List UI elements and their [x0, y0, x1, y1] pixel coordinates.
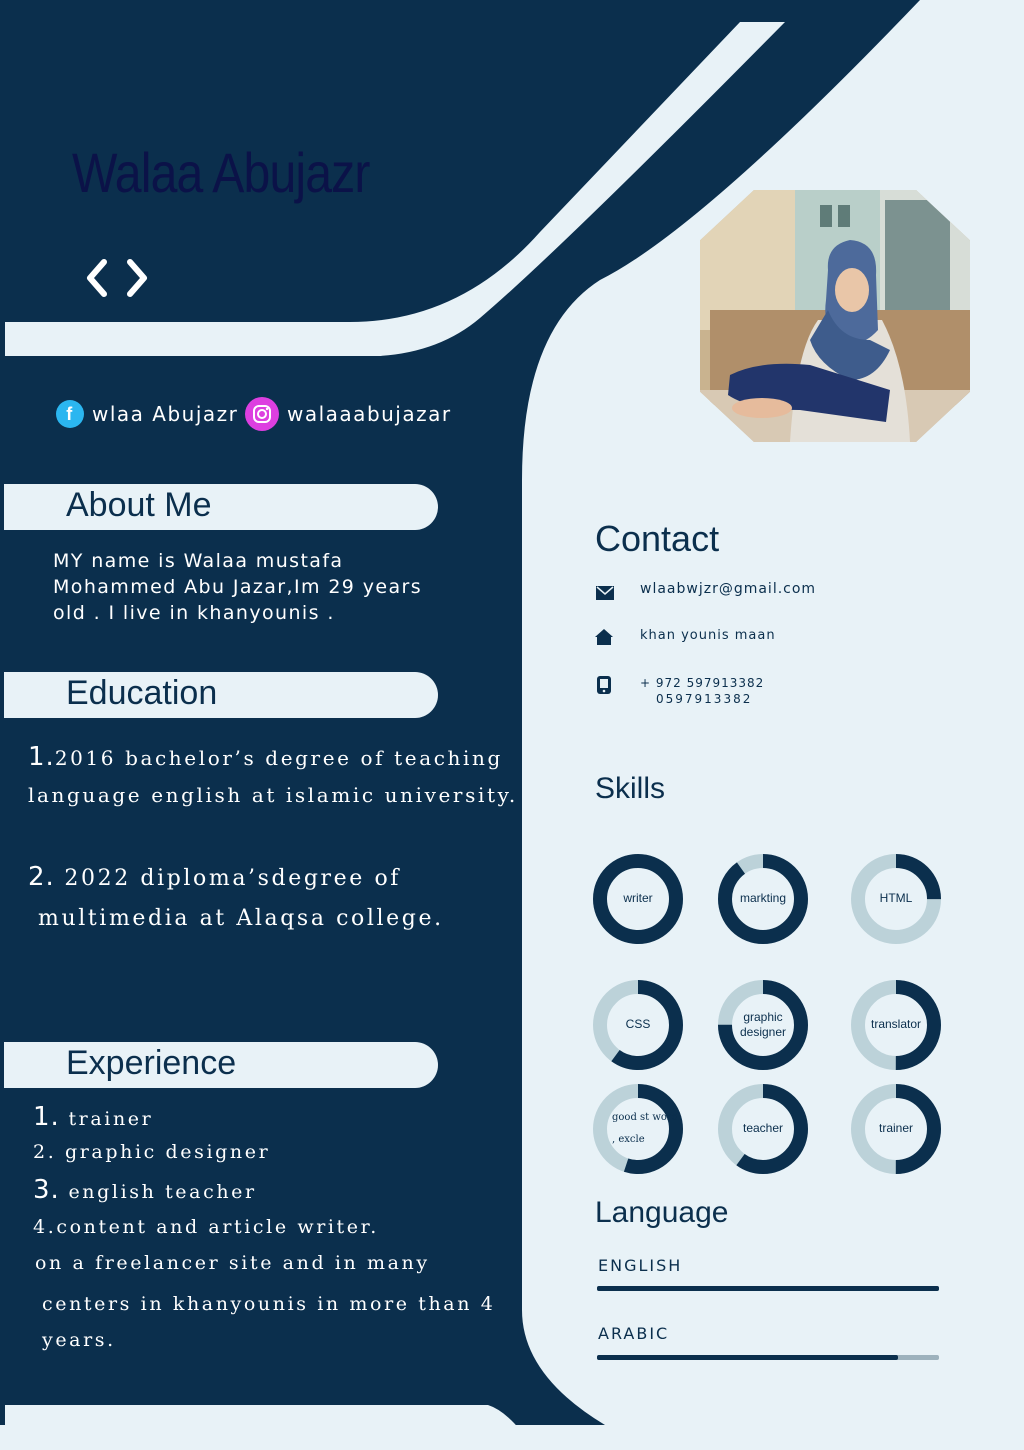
- language-bar-fill: [597, 1286, 939, 1291]
- language-bar-english: [597, 1286, 939, 1291]
- instagram-handle: walaaabujazar: [287, 402, 452, 426]
- profile-photo: [700, 190, 970, 442]
- education-item-2: 2. 2022 diploma’sdegree of: [28, 862, 402, 892]
- language-bar-arabic: [597, 1355, 939, 1360]
- facebook-icon: f: [56, 400, 84, 428]
- skill-label: HTML: [879, 891, 913, 905]
- skill-label: good st word , excle: [612, 1112, 679, 1145]
- experience-item: 1. trainer: [33, 1102, 154, 1132]
- email-link[interactable]: wlaabwjzr@gmail.com: [640, 581, 817, 597]
- bottom-tab: [5, 1405, 535, 1450]
- language-title: Language: [595, 1196, 729, 1229]
- skill-label: trainer: [878, 1121, 913, 1135]
- contact-title: Contact: [595, 518, 720, 559]
- candidate-name: Walaa Abujazr: [72, 141, 370, 204]
- phone-link[interactable]: + 972 597913382: [640, 676, 765, 690]
- experience-item: 4.content and article writer.: [33, 1216, 379, 1238]
- phone-icon: [594, 675, 614, 695]
- education-title: Education: [66, 674, 218, 712]
- skill-label: writer: [623, 891, 653, 905]
- education-heading-bar: [4, 672, 438, 718]
- education-item-1: 1.2016 bachelor’s degree of teaching: [28, 742, 503, 772]
- about-title: About Me: [66, 486, 212, 524]
- skill-label: teacher: [742, 1121, 784, 1135]
- about-line: MY name is Walaa mustafa: [53, 550, 344, 572]
- experience-title: Experience: [66, 1044, 237, 1082]
- experience-item: 3. english teacher: [33, 1175, 257, 1205]
- education-item-1-line2: language english at islamic university.: [28, 783, 518, 807]
- experience-item: centers in khanyounis in more than 4: [42, 1293, 496, 1315]
- language-label: ARABIC: [598, 1324, 670, 1343]
- mail-icon: [595, 583, 615, 603]
- language-label: ENGLISH: [598, 1256, 683, 1275]
- code-brackets-icon: [84, 258, 150, 298]
- about-heading-bar: [4, 484, 438, 530]
- facebook-link[interactable]: [56, 400, 238, 428]
- skill-label: markting: [739, 891, 786, 905]
- skill-label: CSS: [625, 1017, 651, 1031]
- phone-link-2[interactable]: 0597913382: [656, 692, 753, 706]
- about-text: [53, 548, 473, 626]
- skill-label: translator: [870, 1017, 922, 1031]
- education-item-2-line2: multimedia at Alaqsa college.: [38, 906, 444, 931]
- facebook-handle: wlaa Abujazr: [92, 402, 239, 426]
- experience-item: on a freelancer site and in many: [35, 1252, 430, 1274]
- about-line: Mohammed Abu Jazar,Im 29 years: [53, 576, 423, 598]
- home-icon: [594, 627, 614, 647]
- instagram-icon: [245, 397, 279, 431]
- experience-heading-bar: [4, 1042, 438, 1088]
- experience-item: years.: [42, 1329, 116, 1351]
- skills-title: Skills: [595, 772, 666, 805]
- address-text: khan younis maan: [640, 628, 776, 643]
- skill-label: graphic designer: [739, 1010, 787, 1039]
- experience-item: 2. graphic designer: [33, 1141, 271, 1163]
- instagram-link[interactable]: [245, 397, 452, 431]
- about-line: old . I live in khanyounis .: [53, 602, 335, 624]
- language-bar-fill: [597, 1355, 898, 1360]
